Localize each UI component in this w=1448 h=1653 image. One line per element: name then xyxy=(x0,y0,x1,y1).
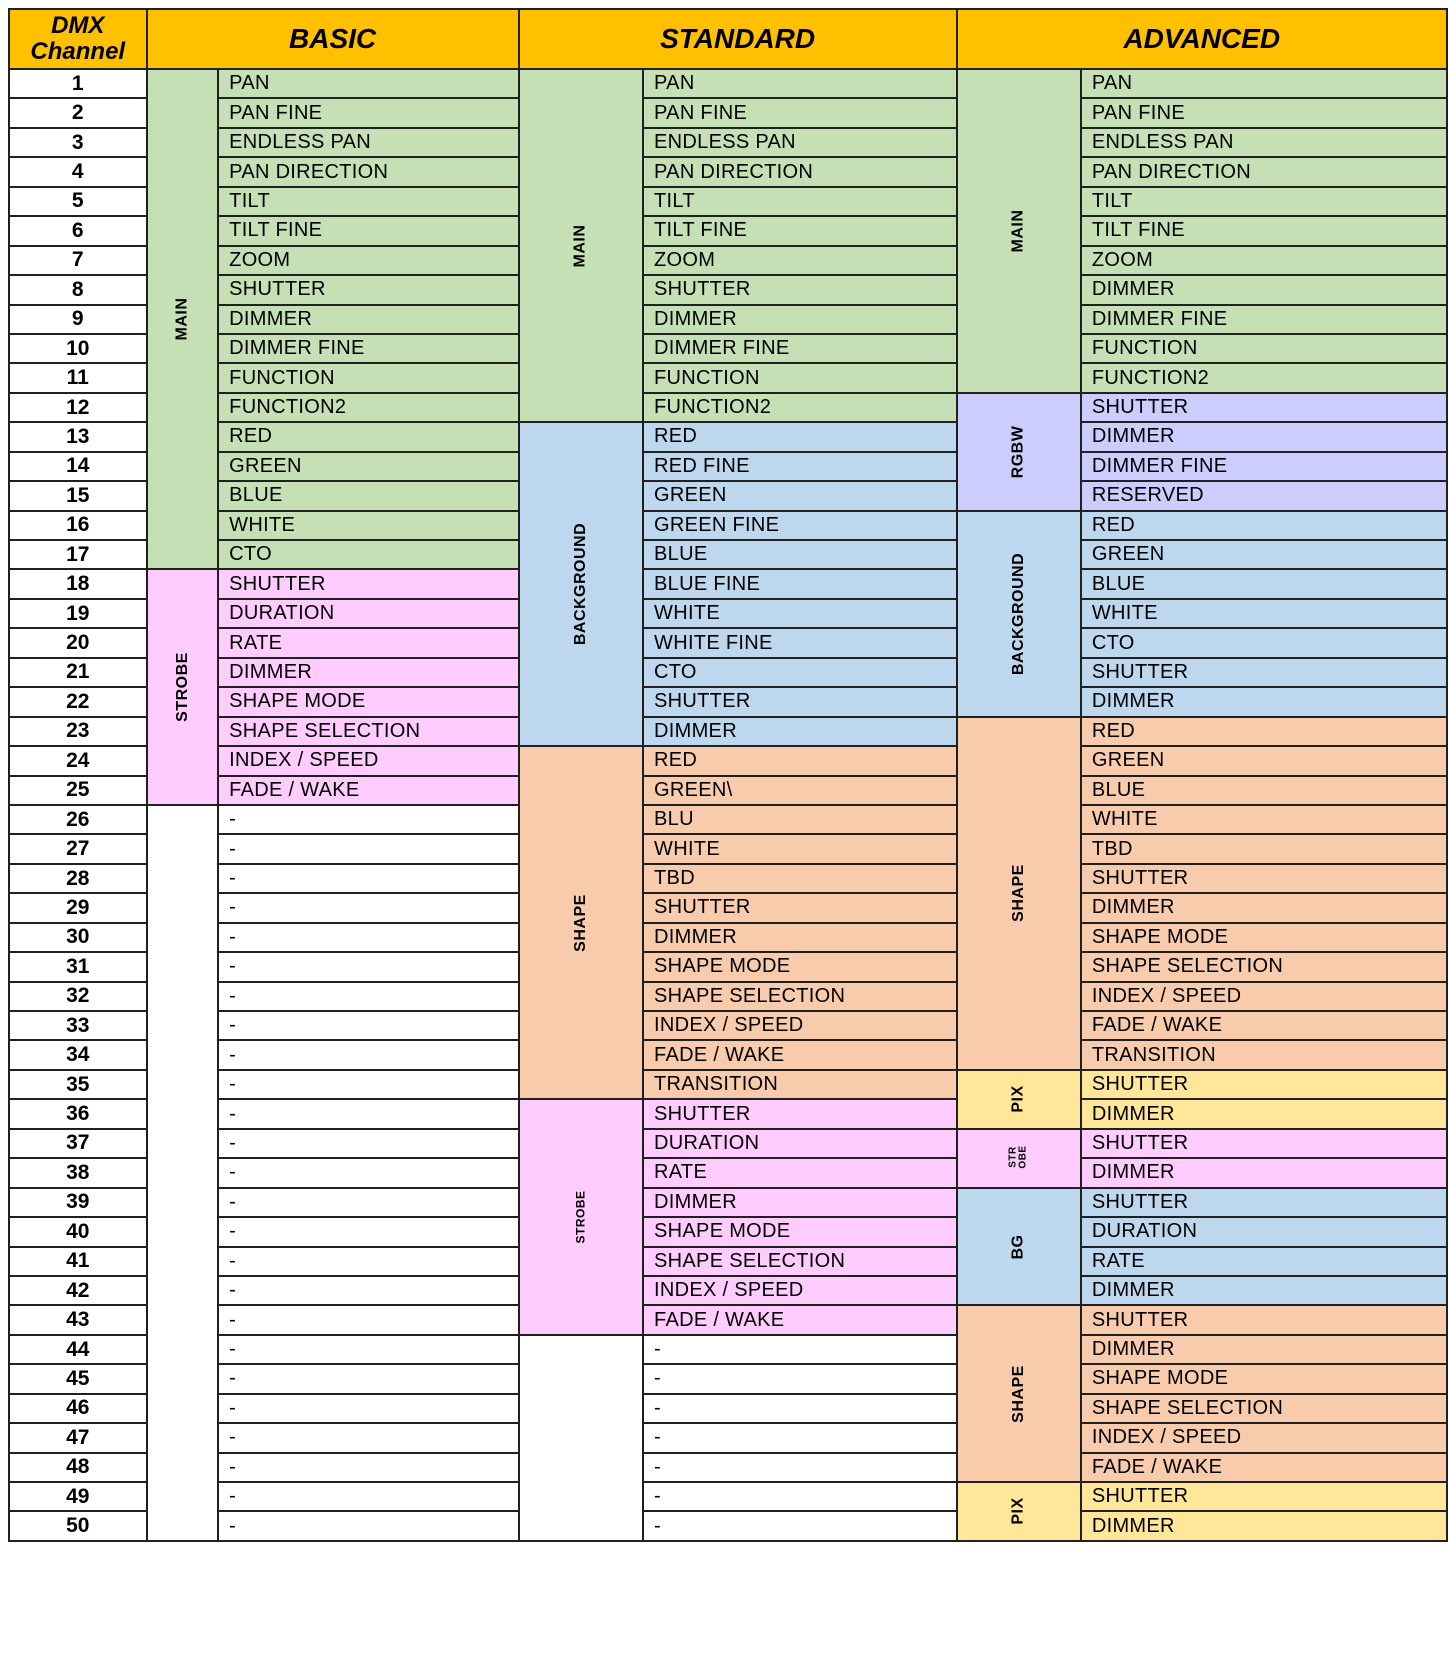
channel-number: 11 xyxy=(9,363,147,392)
table-row xyxy=(9,1217,1447,1246)
basic-group-main xyxy=(147,69,219,569)
standard-function-cell: - xyxy=(643,1423,956,1452)
standard-function-cell: TILT FINE xyxy=(643,216,956,245)
advanced-function-cell: DIMMER xyxy=(1081,687,1447,716)
channel-number: 6 xyxy=(9,216,147,245)
table-row xyxy=(9,628,1447,657)
group-label: BG xyxy=(1009,1234,1027,1259)
basic-function-cell: - xyxy=(218,1217,519,1246)
channel-number: 12 xyxy=(9,393,147,422)
group-label: MAIN xyxy=(173,297,191,341)
channel-number: 17 xyxy=(9,540,147,569)
channel-number: 34 xyxy=(9,1040,147,1069)
advanced-function-cell: TILT xyxy=(1081,187,1447,216)
group-label: MAIN xyxy=(571,224,589,268)
channel-number: 32 xyxy=(9,982,147,1011)
channel-number: 44 xyxy=(9,1335,147,1364)
table-row xyxy=(9,422,1447,451)
advanced-function-cell: DIMMER xyxy=(1081,1335,1447,1364)
channel-number: 13 xyxy=(9,422,147,451)
channel-number: 46 xyxy=(9,1394,147,1423)
advanced-function-cell: SHUTTER xyxy=(1081,1070,1447,1099)
standard-function-cell: DIMMER xyxy=(643,1188,956,1217)
basic-function-cell: PAN xyxy=(218,69,519,98)
channel-number: 8 xyxy=(9,275,147,304)
advanced-function-cell: WHITE xyxy=(1081,599,1447,628)
table-row xyxy=(9,982,1447,1011)
table-row xyxy=(9,569,1447,598)
channel-number: 16 xyxy=(9,511,147,540)
standard-function-cell: WHITE FINE xyxy=(643,628,956,657)
group-label: BACKGROUND xyxy=(1009,552,1027,675)
table-row xyxy=(9,1070,1447,1099)
channel-number: 3 xyxy=(9,128,147,157)
advanced-function-cell: BLUE xyxy=(1081,776,1447,805)
mode-header-advanced: ADVANCED xyxy=(957,9,1447,69)
advanced-function-cell: PAN DIRECTION xyxy=(1081,157,1447,186)
basic-function-cell: SHUTTER xyxy=(218,275,519,304)
table-row xyxy=(9,1423,1447,1452)
standard-function-cell: BLUE xyxy=(643,540,956,569)
basic-function-cell: PAN FINE xyxy=(218,98,519,127)
table-row xyxy=(9,599,1447,628)
table-row xyxy=(9,1453,1447,1482)
channel-number: 49 xyxy=(9,1482,147,1511)
channel-number: 36 xyxy=(9,1099,147,1128)
channel-number: 20 xyxy=(9,628,147,657)
basic-function-cell: TILT xyxy=(218,187,519,216)
table-row xyxy=(9,481,1447,510)
advanced-function-cell: RED xyxy=(1081,511,1447,540)
table-row xyxy=(9,1364,1447,1393)
advanced-function-cell: DIMMER FINE xyxy=(1081,305,1447,334)
advanced-function-cell: RESERVED xyxy=(1081,481,1447,510)
basic-function-cell: DIMMER xyxy=(218,305,519,334)
standard-function-cell: WHITE xyxy=(643,834,956,863)
channel-number: 33 xyxy=(9,1011,147,1040)
basic-function-cell: - xyxy=(218,1394,519,1423)
standard-function-cell: ENDLESS PAN xyxy=(643,128,956,157)
basic-function-cell: GREEN xyxy=(218,452,519,481)
standard-function-cell: ZOOM xyxy=(643,246,956,275)
basic-function-cell: WHITE xyxy=(218,511,519,540)
standard-function-cell: PAN xyxy=(643,69,956,98)
dmx-channel-header: DMX Channel xyxy=(9,9,147,69)
standard-function-cell: RED xyxy=(643,422,956,451)
channel-number: 25 xyxy=(9,776,147,805)
advanced-function-cell: RATE xyxy=(1081,1247,1447,1276)
channel-number: 27 xyxy=(9,834,147,863)
channel-number: 1 xyxy=(9,69,147,98)
channel-number: 4 xyxy=(9,157,147,186)
standard-function-cell: FUNCTION2 xyxy=(643,393,956,422)
advanced-function-cell: FADE / WAKE xyxy=(1081,1453,1447,1482)
standard-function-cell: RED FINE xyxy=(643,452,956,481)
table-row xyxy=(9,305,1447,334)
mode-header-standard: STANDARD xyxy=(519,9,957,69)
basic-function-cell: BLUE xyxy=(218,481,519,510)
standard-function-cell: GREEN xyxy=(643,481,956,510)
standard-function-cell: FADE / WAKE xyxy=(643,1040,956,1069)
standard-function-cell: TILT xyxy=(643,187,956,216)
advanced-group-main xyxy=(957,69,1081,393)
advanced-function-cell: DIMMER xyxy=(1081,1511,1447,1540)
channel-number: 40 xyxy=(9,1217,147,1246)
basic-function-cell: FUNCTION2 xyxy=(218,393,519,422)
basic-function-cell: - xyxy=(218,1453,519,1482)
basic-function-cell: - xyxy=(218,1423,519,1452)
table-row xyxy=(9,69,1447,98)
table-row xyxy=(9,187,1447,216)
standard-function-cell: RATE xyxy=(643,1158,956,1187)
table-row xyxy=(9,1482,1447,1511)
channel-number: 15 xyxy=(9,481,147,510)
basic-function-cell: - xyxy=(218,1070,519,1099)
table-row xyxy=(9,834,1447,863)
standard-function-cell: RED xyxy=(643,746,956,775)
channel-number: 22 xyxy=(9,687,147,716)
group-label: MAIN xyxy=(1009,209,1027,253)
basic-function-cell: - xyxy=(218,1247,519,1276)
standard-function-cell: - xyxy=(643,1394,956,1423)
channel-number: 43 xyxy=(9,1305,147,1334)
standard-function-cell: TBD xyxy=(643,864,956,893)
basic-function-cell: - xyxy=(218,805,519,834)
table-row xyxy=(9,98,1447,127)
standard-function-cell: DIMMER xyxy=(643,923,956,952)
advanced-function-cell: DIMMER xyxy=(1081,1276,1447,1305)
standard-function-cell: SHAPE MODE xyxy=(643,952,956,981)
advanced-function-cell: DURATION xyxy=(1081,1217,1447,1246)
standard-function-cell: SHAPE SELECTION xyxy=(643,1247,956,1276)
standard-function-cell: SHAPE MODE xyxy=(643,1217,956,1246)
advanced-function-cell: TILT FINE xyxy=(1081,216,1447,245)
channel-number: 50 xyxy=(9,1511,147,1540)
group-label: SHAPE xyxy=(571,893,589,952)
advanced-function-cell: SHUTTER xyxy=(1081,393,1447,422)
table-row xyxy=(9,1040,1447,1069)
basic-group-empty xyxy=(147,805,219,1541)
standard-function-cell: CTO xyxy=(643,658,956,687)
advanced-function-cell: SHAPE SELECTION xyxy=(1081,1394,1447,1423)
standard-function-cell: FADE / WAKE xyxy=(643,1305,956,1334)
basic-function-cell: - xyxy=(218,923,519,952)
basic-function-cell: - xyxy=(218,864,519,893)
channel-number: 28 xyxy=(9,864,147,893)
table-row xyxy=(9,157,1447,186)
advanced-function-cell: SHUTTER xyxy=(1081,864,1447,893)
basic-function-cell: - xyxy=(218,1335,519,1364)
basic-function-cell: PAN DIRECTION xyxy=(218,157,519,186)
advanced-function-cell: SHAPE MODE xyxy=(1081,1364,1447,1393)
group-label: STROBE xyxy=(573,1190,588,1244)
channel-number: 19 xyxy=(9,599,147,628)
basic-function-cell: - xyxy=(218,1011,519,1040)
channel-number: 24 xyxy=(9,746,147,775)
table-row xyxy=(9,952,1447,981)
channel-number: 9 xyxy=(9,305,147,334)
advanced-function-cell: INDEX / SPEED xyxy=(1081,982,1447,1011)
basic-function-cell: - xyxy=(218,1040,519,1069)
channel-number: 35 xyxy=(9,1070,147,1099)
table-row xyxy=(9,776,1447,805)
dmx-table-body xyxy=(9,69,1447,1541)
standard-function-cell: DIMMER FINE xyxy=(643,334,956,363)
channel-number: 2 xyxy=(9,98,147,127)
basic-function-cell: - xyxy=(218,1276,519,1305)
basic-function-cell: - xyxy=(218,1482,519,1511)
advanced-function-cell: FUNCTION xyxy=(1081,334,1447,363)
table-row xyxy=(9,1099,1447,1128)
advanced-group-bg xyxy=(957,1188,1081,1306)
group-label: PIX xyxy=(1009,1085,1027,1113)
basic-group-strobe xyxy=(147,569,219,805)
channel-number: 42 xyxy=(9,1276,147,1305)
advanced-function-cell: WHITE xyxy=(1081,805,1447,834)
advanced-function-cell: PAN xyxy=(1081,69,1447,98)
basic-function-cell: - xyxy=(218,1305,519,1334)
table-row xyxy=(9,1276,1447,1305)
table-row xyxy=(9,687,1447,716)
basic-function-cell: - xyxy=(218,1511,519,1540)
standard-function-cell: SHUTTER xyxy=(643,1099,956,1128)
table-row xyxy=(9,246,1447,275)
standard-group-shape xyxy=(519,746,643,1099)
standard-function-cell: DURATION xyxy=(643,1129,956,1158)
table-row xyxy=(9,275,1447,304)
standard-function-cell: GREEN FINE xyxy=(643,511,956,540)
mode-header-basic: BASIC xyxy=(147,9,519,69)
group-label: SHAPE xyxy=(1009,1364,1027,1423)
basic-function-cell: - xyxy=(218,1188,519,1217)
basic-function-cell: - xyxy=(218,834,519,863)
standard-function-cell: INDEX / SPEED xyxy=(643,1011,956,1040)
standard-function-cell: BLU xyxy=(643,805,956,834)
table-row xyxy=(9,1305,1447,1334)
basic-function-cell: - xyxy=(218,982,519,1011)
advanced-function-cell: SHUTTER xyxy=(1081,658,1447,687)
standard-function-cell: GREEN\ xyxy=(643,776,956,805)
channel-number: 41 xyxy=(9,1247,147,1276)
group-label: RGBW xyxy=(1009,425,1027,479)
table-row xyxy=(9,864,1447,893)
basic-function-cell: - xyxy=(218,893,519,922)
basic-function-cell: DIMMER xyxy=(218,658,519,687)
advanced-function-cell: TBD xyxy=(1081,834,1447,863)
channel-number: 38 xyxy=(9,1158,147,1187)
advanced-function-cell: SHAPE MODE xyxy=(1081,923,1447,952)
channel-number: 10 xyxy=(9,334,147,363)
advanced-function-cell: INDEX / SPEED xyxy=(1081,1423,1447,1452)
channel-number: 37 xyxy=(9,1129,147,1158)
channel-number: 23 xyxy=(9,717,147,746)
table-row xyxy=(9,540,1447,569)
advanced-function-cell: SHUTTER xyxy=(1081,1188,1447,1217)
table-row xyxy=(9,1394,1447,1423)
group-label: SHAPE xyxy=(1009,864,1027,923)
advanced-function-cell: FUNCTION2 xyxy=(1081,363,1447,392)
table-row xyxy=(9,334,1447,363)
channel-number: 21 xyxy=(9,658,147,687)
basic-function-cell: DURATION xyxy=(218,599,519,628)
basic-function-cell: ZOOM xyxy=(218,246,519,275)
channel-number: 30 xyxy=(9,923,147,952)
advanced-function-cell: PAN FINE xyxy=(1081,98,1447,127)
standard-function-cell: - xyxy=(643,1482,956,1511)
advanced-function-cell: CTO xyxy=(1081,628,1447,657)
advanced-function-cell: SHAPE SELECTION xyxy=(1081,952,1447,981)
dmx-channel-table xyxy=(8,8,1448,1542)
basic-function-cell: ENDLESS PAN xyxy=(218,128,519,157)
channel-number: 5 xyxy=(9,187,147,216)
table-row xyxy=(9,1188,1447,1217)
basic-function-cell: - xyxy=(218,952,519,981)
table-row xyxy=(9,452,1447,481)
table-row xyxy=(9,1129,1447,1158)
group-label: STR OBE xyxy=(1007,1145,1029,1169)
basic-function-cell: - xyxy=(218,1129,519,1158)
table-row xyxy=(9,216,1447,245)
advanced-function-cell: FADE / WAKE xyxy=(1081,1011,1447,1040)
table-row xyxy=(9,1247,1447,1276)
advanced-function-cell: GREEN xyxy=(1081,746,1447,775)
advanced-function-cell: SHUTTER xyxy=(1081,1129,1447,1158)
table-row xyxy=(9,363,1447,392)
channel-number: 14 xyxy=(9,452,147,481)
advanced-function-cell: ZOOM xyxy=(1081,246,1447,275)
basic-function-cell: FADE / WAKE xyxy=(218,776,519,805)
standard-function-cell: PAN DIRECTION xyxy=(643,157,956,186)
advanced-group-shape xyxy=(957,717,1081,1070)
table-row xyxy=(9,746,1447,775)
basic-function-cell: RED xyxy=(218,422,519,451)
advanced-function-cell: ENDLESS PAN xyxy=(1081,128,1447,157)
standard-function-cell: SHUTTER xyxy=(643,275,956,304)
advanced-group-pix xyxy=(957,1070,1081,1129)
standard-function-cell: WHITE xyxy=(643,599,956,628)
table-row xyxy=(9,511,1447,540)
advanced-group-shape xyxy=(957,1305,1081,1482)
header-row xyxy=(9,9,1447,69)
basic-function-cell: - xyxy=(218,1158,519,1187)
standard-function-cell: - xyxy=(643,1511,956,1540)
group-label: STROBE xyxy=(173,652,191,723)
table-row xyxy=(9,128,1447,157)
standard-function-cell: - xyxy=(643,1335,956,1364)
standard-function-cell: DIMMER xyxy=(643,305,956,334)
standard-function-cell: - xyxy=(643,1453,956,1482)
channel-number: 18 xyxy=(9,569,147,598)
basic-function-cell: SHAPE SELECTION xyxy=(218,717,519,746)
basic-function-cell: SHAPE MODE xyxy=(218,687,519,716)
advanced-function-cell: DIMMER FINE xyxy=(1081,452,1447,481)
advanced-group-strobe xyxy=(957,1129,1081,1188)
advanced-function-cell: RED xyxy=(1081,717,1447,746)
advanced-function-cell: BLUE xyxy=(1081,569,1447,598)
advanced-group-background xyxy=(957,511,1081,717)
standard-function-cell: BLUE FINE xyxy=(643,569,956,598)
standard-function-cell: FUNCTION xyxy=(643,363,956,392)
channel-number: 7 xyxy=(9,246,147,275)
standard-function-cell: SHUTTER xyxy=(643,687,956,716)
advanced-group-pix xyxy=(957,1482,1081,1541)
table-row xyxy=(9,1511,1447,1540)
table-row xyxy=(9,1011,1447,1040)
advanced-function-cell: DIMMER xyxy=(1081,275,1447,304)
basic-function-cell: DIMMER FINE xyxy=(218,334,519,363)
advanced-function-cell: DIMMER xyxy=(1081,1099,1447,1128)
table-row xyxy=(9,893,1447,922)
advanced-group-rgbw xyxy=(957,393,1081,511)
table-row xyxy=(9,1158,1447,1187)
group-label: BACKGROUND xyxy=(571,522,589,646)
basic-function-cell: SHUTTER xyxy=(218,569,519,598)
standard-group-main xyxy=(519,69,643,422)
standard-function-cell: SHAPE SELECTION xyxy=(643,982,956,1011)
standard-function-cell: INDEX / SPEED xyxy=(643,1276,956,1305)
advanced-function-cell: DIMMER xyxy=(1081,893,1447,922)
standard-function-cell: SHUTTER xyxy=(643,893,956,922)
standard-function-cell: TRANSITION xyxy=(643,1070,956,1099)
channel-number: 48 xyxy=(9,1453,147,1482)
standard-function-cell: DIMMER xyxy=(643,717,956,746)
basic-function-cell: RATE xyxy=(218,628,519,657)
channel-number: 47 xyxy=(9,1423,147,1452)
table-row xyxy=(9,658,1447,687)
standard-group-empty xyxy=(519,1335,643,1541)
group-label: PIX xyxy=(1009,1497,1027,1526)
table-row xyxy=(9,717,1447,746)
advanced-function-cell: DIMMER xyxy=(1081,422,1447,451)
channel-number: 45 xyxy=(9,1364,147,1393)
basic-function-cell: CTO xyxy=(218,540,519,569)
table-row xyxy=(9,393,1447,422)
basic-function-cell: - xyxy=(218,1364,519,1393)
advanced-function-cell: DIMMER xyxy=(1081,1158,1447,1187)
channel-number: 26 xyxy=(9,805,147,834)
channel-number: 29 xyxy=(9,893,147,922)
basic-function-cell: - xyxy=(218,1099,519,1128)
table-row xyxy=(9,923,1447,952)
standard-function-cell: - xyxy=(643,1364,956,1393)
basic-function-cell: INDEX / SPEED xyxy=(218,746,519,775)
advanced-function-cell: GREEN xyxy=(1081,540,1447,569)
standard-function-cell: PAN FINE xyxy=(643,98,956,127)
basic-function-cell: FUNCTION xyxy=(218,363,519,392)
channel-number: 39 xyxy=(9,1188,147,1217)
basic-function-cell: TILT FINE xyxy=(218,216,519,245)
channel-number: 31 xyxy=(9,952,147,981)
standard-group-strobe xyxy=(519,1099,643,1335)
standard-group-background xyxy=(519,422,643,746)
advanced-function-cell: TRANSITION xyxy=(1081,1040,1447,1069)
table-row xyxy=(9,805,1447,834)
advanced-function-cell: SHUTTER xyxy=(1081,1482,1447,1511)
table-row xyxy=(9,1335,1447,1364)
advanced-function-cell: SHUTTER xyxy=(1081,1305,1447,1334)
